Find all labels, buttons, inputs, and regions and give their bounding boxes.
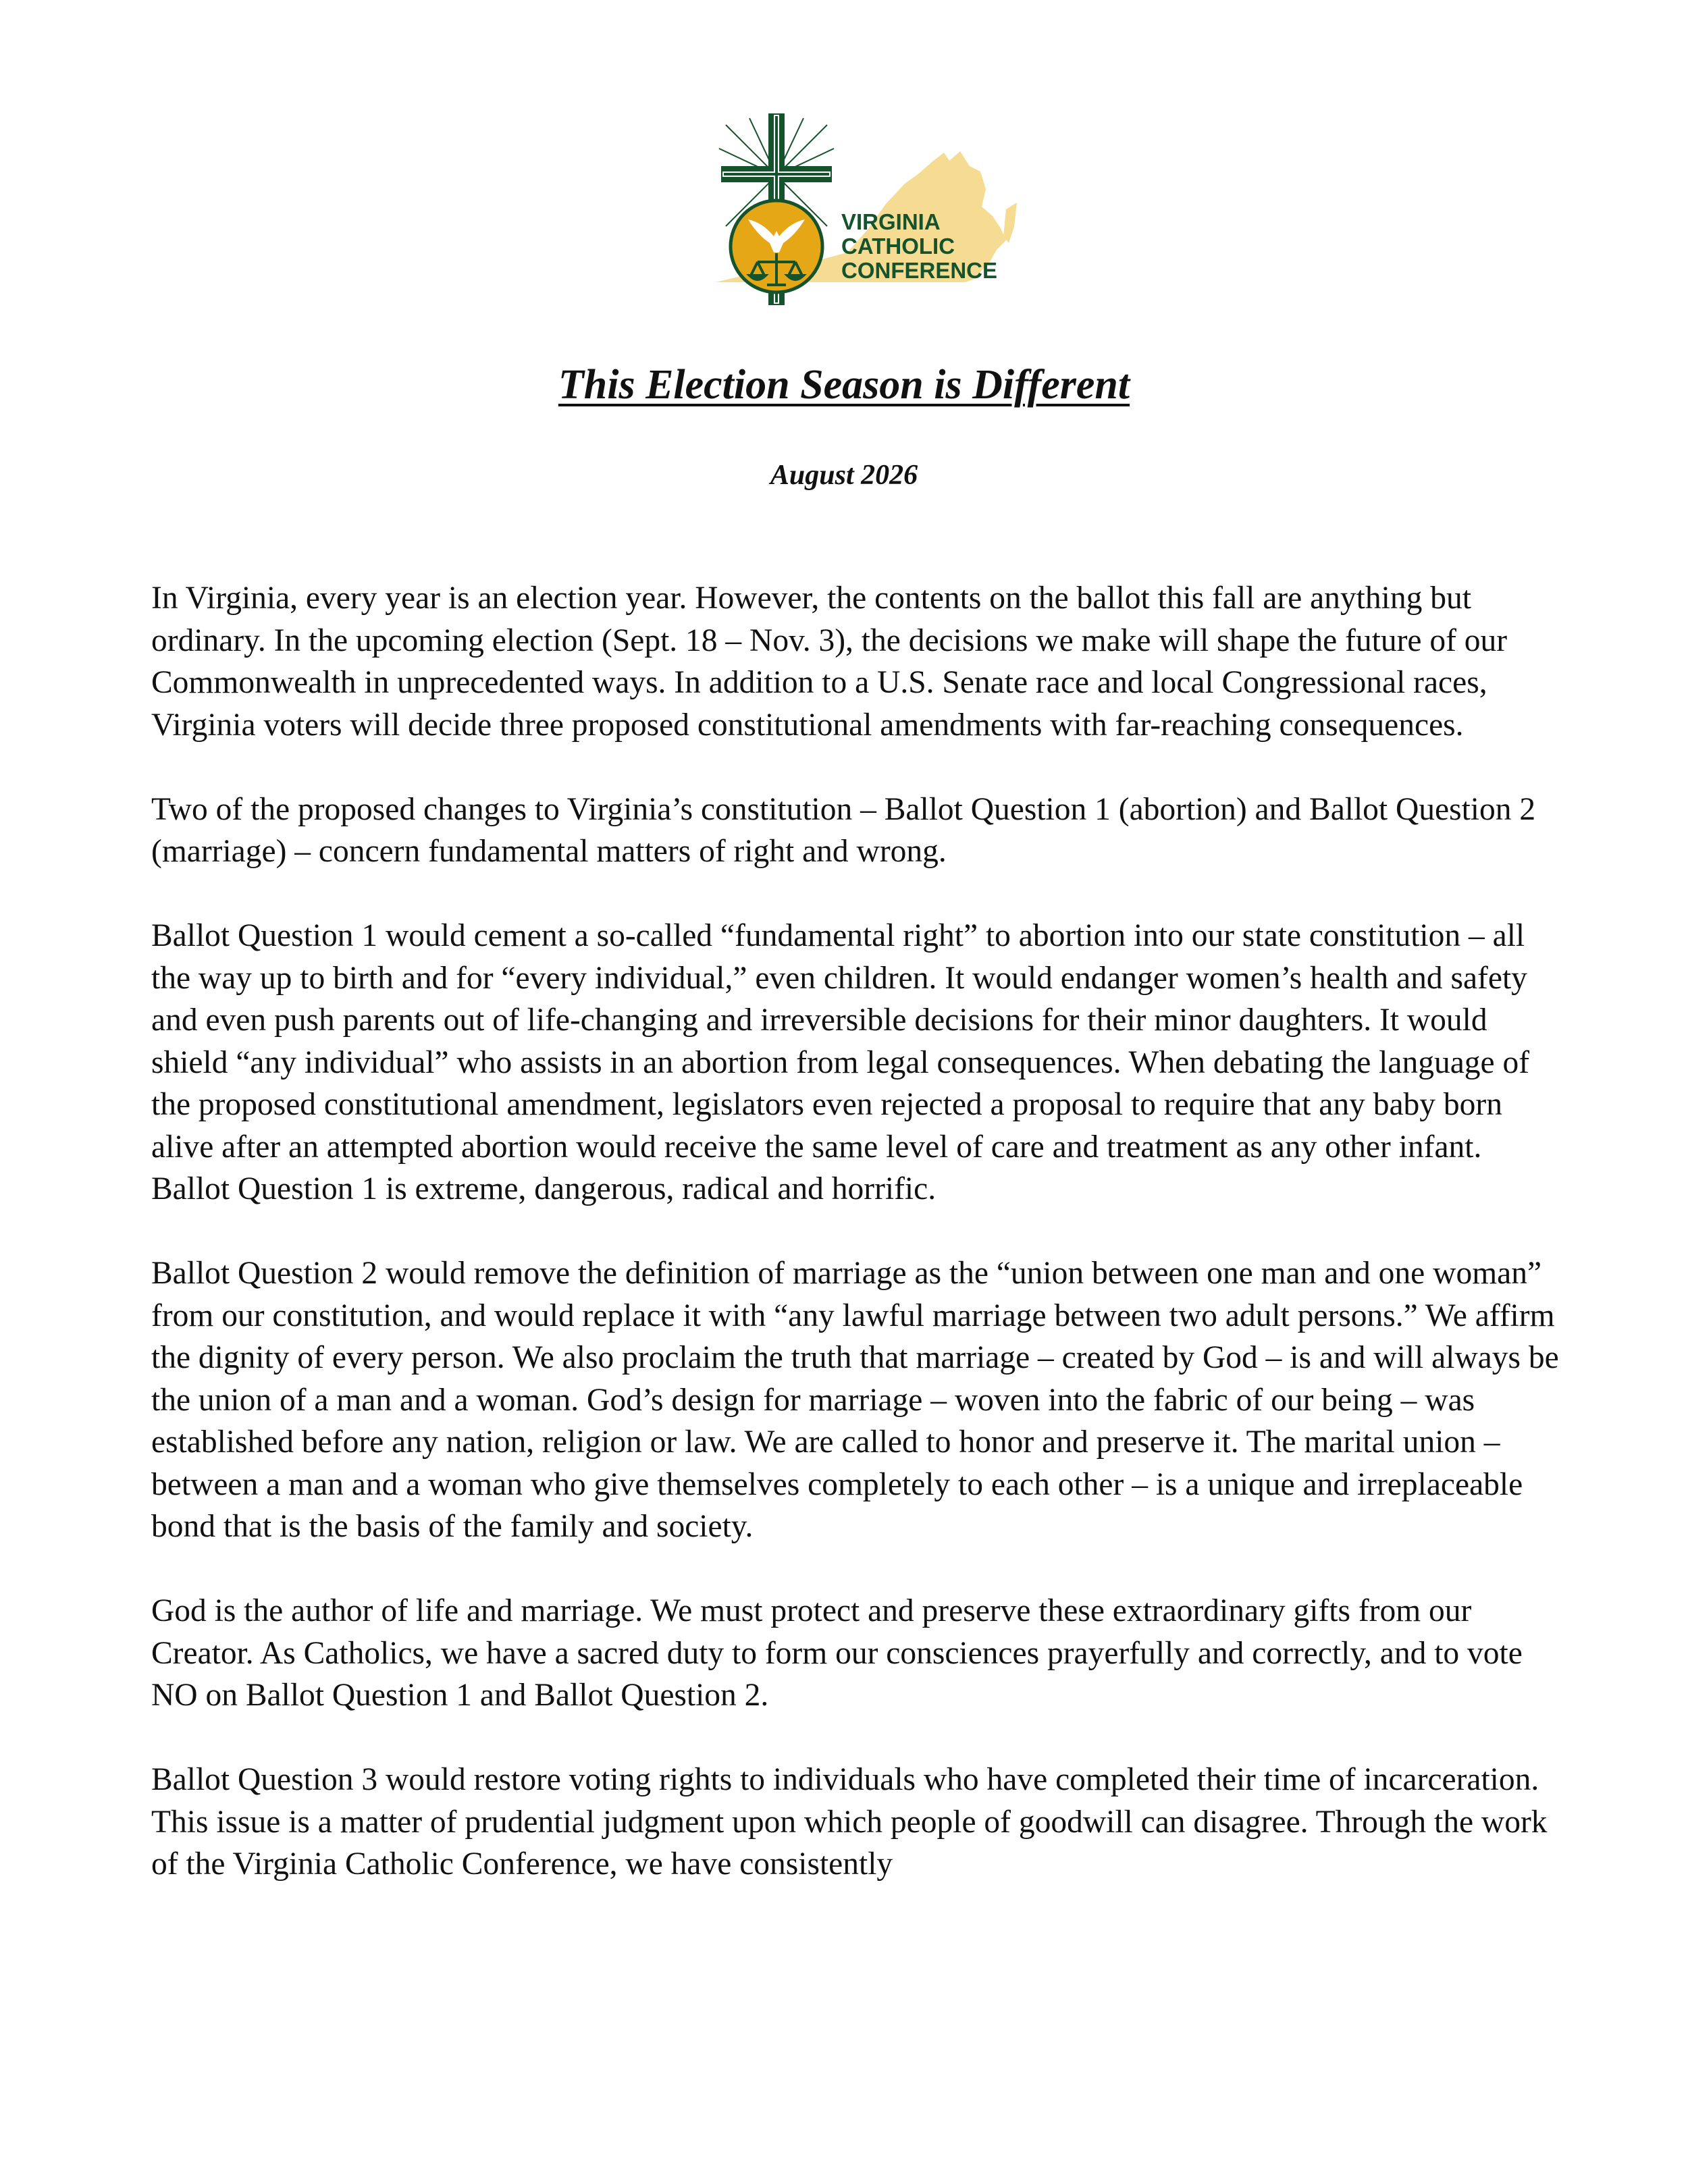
logo-text-line1: VIRGINIA (841, 209, 941, 234)
logo-text-line3: CONFERENCE (841, 258, 998, 283)
logo-graphic (709, 108, 1020, 311)
document-body (151, 577, 1562, 1886)
logo-text-line2: CATHOLIC (841, 234, 955, 259)
paragraph-election-year: In Virginia, every year is an election year. However, the contents on the ballot this fall are anything but ordinary. In the upcoming election (Sept. 18 – Nov. 3), the decisions we make will shape the future of our Commonwealth in unprecedented ways. In addition to a U.S. Senate race and local Congressional races, Virginia voters will decide three proposed constitutional amendments with far-reaching consequences. (151, 581, 1508, 743)
paragraph-ballot-question-1: Ballot Question 1 would cement a so-called “fundamental right” to abortion into our state constitution – all the way up to birth and for “every individual,” even children. It would endanger women’s health and safety and even push parents out of life-changing and irreversible decisions for their minor daughters. It would shield “any individual” who assists in an abortion from legal consequences. When debating the language of the proposed constitutional amendment, legislators even rejected a proposal to require that any baby born alive after an attempted abortion would receive the same level of care and treatment as any other infant. Ballot Question 1 is extreme, dangerous, radical and horrific. (151, 918, 1530, 1206)
paragraph-proposed-changes: Two of the proposed changes to Virginia’s constitution – Ballot Question 1 (abortion) and Ballot Question 2 (marriage) – concern fundamental matters of right and wrong. (151, 791, 1536, 869)
virginia-catholic-conference-logo (709, 108, 1020, 311)
paragraph-ballot-question-2: Ballot Question 2 would remove the definition of marriage as the “union between one man and one woman” from our constitution, and would replace it with “any lawful marriage between two adult persons.” We affirm the dignity of every person. We also proclaim the truth that marriage – created by God – is and will always be the union of a man and a woman. God’s design for marriage – woven into the fabric of our being – was established before any nation, religion or law. We are called to honor and preserve it. The marital union – between a man and a woman who give themselves completely to each other – is a unique and irreplaceable bond that is the basis of the family and society. (151, 1256, 1559, 1544)
eastern-shore-shape (1003, 203, 1017, 243)
paragraph-god-author: God is the author of life and marriage. We must protect and preserve these extraordinary gifts from our Creator. As Catholics, we have a sacred duty to form our consciences prayerfully and correctly, and to vote NO on Ballot Question 1 and Ballot Question 2. (151, 1593, 1523, 1713)
document-title: This Election Season is Different (558, 362, 1130, 408)
document-date: August 2026 (770, 460, 918, 491)
paragraph-ballot-question-3: Ballot Question 3 would restore voting rights to individuals who have completed their time of incarceration. This issue is a matter of prudential judgment upon which people of goodwill can disagree. Through the work of the Virginia Catholic Conference, we have consistently (151, 1762, 1548, 1882)
